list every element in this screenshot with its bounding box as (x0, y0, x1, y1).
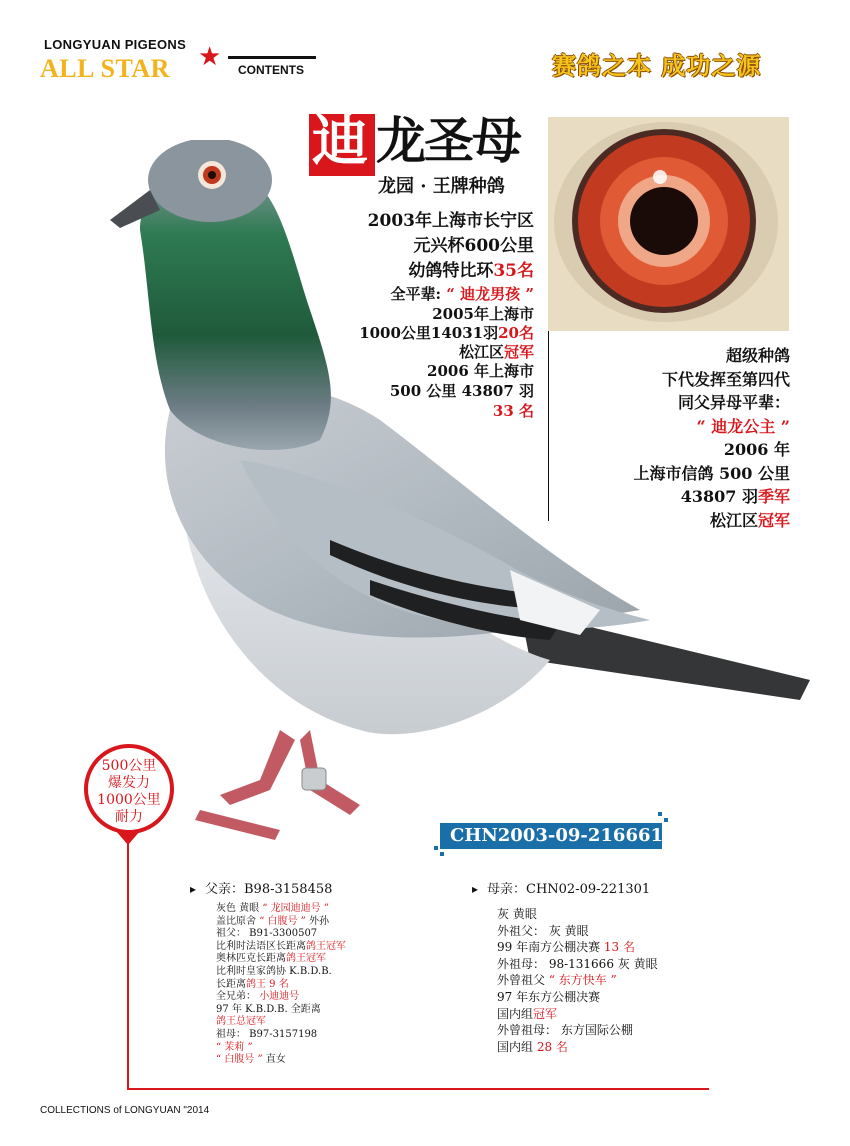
mother-line (497, 923, 658, 940)
offspring-line: 下代发挥至第四代 (661, 369, 790, 389)
father-text: 长距离 (216, 978, 246, 990)
brand-top-text: LONGYUAN PIGEONS (44, 37, 187, 52)
father-text: 灰色 黄眼 (216, 903, 263, 914)
achievement-highlight: 33 名 (492, 402, 534, 420)
achievement-highlight: 20名 (498, 324, 534, 342)
father-highlight: 鸽王总冠军 (216, 1016, 266, 1028)
header-rule (228, 56, 316, 59)
mother-highlight: 冠军 (533, 1006, 558, 1021)
mother-text: 国内组 (497, 1039, 537, 1054)
brand-logo-text: ALL STAR (40, 54, 170, 83)
achievement-line: 2003年上海市长宁区 (367, 211, 534, 231)
mother-highlight: “ 东方快车 ” (548, 973, 617, 988)
title-subtitle: 龙园 · 王牌种鸽 (378, 176, 505, 197)
father-text: 97 年 K.B.D.B. 全距离 (216, 1003, 321, 1015)
title-first-char: 迪 (312, 108, 368, 174)
father-highlight: 鸽王冠军 (306, 940, 346, 952)
decor-dot (434, 846, 438, 850)
mother-text: 外祖母： 98-131666 灰 黄眼 (497, 956, 658, 971)
father-highlight: “ 白腹号 ” (259, 915, 306, 927)
mother-line (497, 972, 658, 989)
achievement-text: 松江区 (458, 343, 504, 361)
achievement-line: 2005年上海市 (432, 305, 534, 323)
offspring-info (560, 344, 790, 532)
offspring-line: 超级种鸽 (725, 346, 790, 365)
frame-line-horizontal (127, 1088, 709, 1090)
achievement-line: 2006 年上海市 (427, 362, 534, 380)
offspring-line: 2006 年 (723, 440, 790, 459)
mother-text: 99 年南方公棚决赛 (497, 940, 604, 955)
father-text: 直女 (262, 1054, 286, 1066)
achievement-text: 全平辈: (390, 285, 442, 303)
father-line (216, 953, 346, 966)
father-bullet-icon: ▸ (190, 882, 197, 896)
mother-text: 灰 黄眼 (497, 907, 537, 921)
father-line (216, 1054, 346, 1067)
mother-line (497, 1022, 658, 1039)
mother-heading: 母亲：CHN02-09-221301 (487, 882, 651, 897)
father-text: 奥林匹克长距离 (216, 953, 286, 965)
father-text: 盖比原舍 (216, 915, 260, 927)
offspring-line (560, 485, 790, 509)
footer-credit: COLLECTIONS of LONGYUAN "2014 (40, 1105, 210, 1116)
mother-text: 外祖父： 灰 黄眼 (497, 923, 589, 938)
father-line (216, 966, 346, 979)
father-text: 外孙 (305, 915, 329, 927)
father-highlight: “ 白腹号 ” (216, 1054, 263, 1066)
slogan: 赛鸽之本 成功之源 (552, 51, 762, 80)
achievement-text: 幼鸽特比环 (408, 261, 494, 281)
mother-text: 97 年东方公棚决赛 (497, 989, 601, 1004)
father-line (216, 903, 346, 916)
achievement-highlight: “ 迪龙男孩 ” (446, 285, 534, 303)
badge-line: 耐力 (115, 809, 143, 825)
father-line (216, 979, 346, 992)
father-highlight: “ 茉莉 ” (216, 1041, 253, 1053)
father-text: 比利时法语区长距离 (216, 940, 306, 952)
mother-line (497, 906, 658, 923)
father-heading: 父亲：B98-3158458 (205, 882, 333, 897)
mother-line (497, 1039, 658, 1056)
decor-dot (658, 812, 662, 816)
ring-number-label: CHN2003-09-216661 雌 (440, 823, 662, 849)
father-line (216, 1016, 346, 1029)
father-highlight: 鸽王冠军 (286, 953, 326, 965)
father-text: 祖母： B97-3157198 (216, 1028, 318, 1040)
mother-text: 外曾祖父 (497, 973, 549, 988)
mother-highlight: 13 名 (603, 940, 635, 955)
frame-line-vertical (127, 842, 129, 1090)
father-line (216, 1029, 346, 1042)
father-text: 全兄弟： (216, 991, 260, 1003)
offspring-line: 上海市信鸽 500 公里 (633, 463, 790, 483)
badge-line: 爆发力 (108, 775, 150, 791)
offspring-highlight: “ 迪龙公主 ” (696, 416, 790, 436)
achievement-line: 500 公里 43807 羽 (389, 382, 534, 400)
father-highlight: 小迪迪号 (259, 991, 300, 1003)
offspring-text: 松江区 (709, 510, 758, 530)
achievement-text: 1000公里14031羽 (359, 324, 499, 342)
achievement-highlight: 冠军 (503, 343, 534, 361)
title-name: 龙圣母 (376, 111, 520, 170)
achievement-line (408, 256, 534, 281)
badge-line: 500公里 (101, 758, 157, 774)
father-line (216, 991, 346, 1004)
divider-line (548, 331, 549, 521)
father-line (216, 928, 346, 941)
mother-line (497, 939, 658, 956)
offspring-text: 43807 羽 (680, 487, 758, 506)
contents-label: CONTENTS (238, 63, 304, 77)
father-highlight: “ 龙园迪迪号 ” (262, 903, 329, 914)
feature-badge (84, 744, 174, 834)
father-line (216, 1004, 346, 1017)
decor-dot (440, 852, 444, 856)
mother-text: 国内组 (497, 1006, 534, 1021)
achievement-highlight: 35名 (493, 261, 534, 281)
mother-line (497, 1006, 658, 1023)
father-line (216, 941, 346, 954)
mother-highlight: 28 名 (536, 1039, 568, 1054)
mother-bullet-icon: ▸ (472, 882, 479, 896)
father-line (216, 916, 346, 929)
mother-line (497, 989, 658, 1006)
father-line (216, 1042, 346, 1055)
achievement-line (459, 341, 534, 362)
mother-text: 外曾祖母： 东方国际公棚 (497, 1023, 633, 1038)
achievement-line (391, 283, 534, 304)
decor-dot (664, 818, 668, 822)
father-details (216, 903, 346, 1067)
mother-details (497, 906, 658, 1055)
father-text: 祖父： B91-3300507 (216, 928, 318, 940)
achievement-line: 元兴杯600公里 (413, 236, 534, 256)
father-highlight: 鸽王 9 名 (246, 978, 289, 990)
eye-photo (548, 117, 789, 331)
offspring-line: 同父异母平辈： (677, 393, 790, 412)
father-text: 比利时皇家鸽协 K.B.D.B. (216, 965, 332, 977)
mother-line (497, 956, 658, 973)
achievement-line (359, 322, 534, 343)
star-icon: ★ (198, 42, 222, 72)
badge-line: 1000公里 (97, 792, 161, 808)
offspring-line (560, 509, 790, 533)
offspring-highlight: 冠军 (757, 510, 790, 530)
offspring-highlight: 季军 (757, 487, 790, 506)
